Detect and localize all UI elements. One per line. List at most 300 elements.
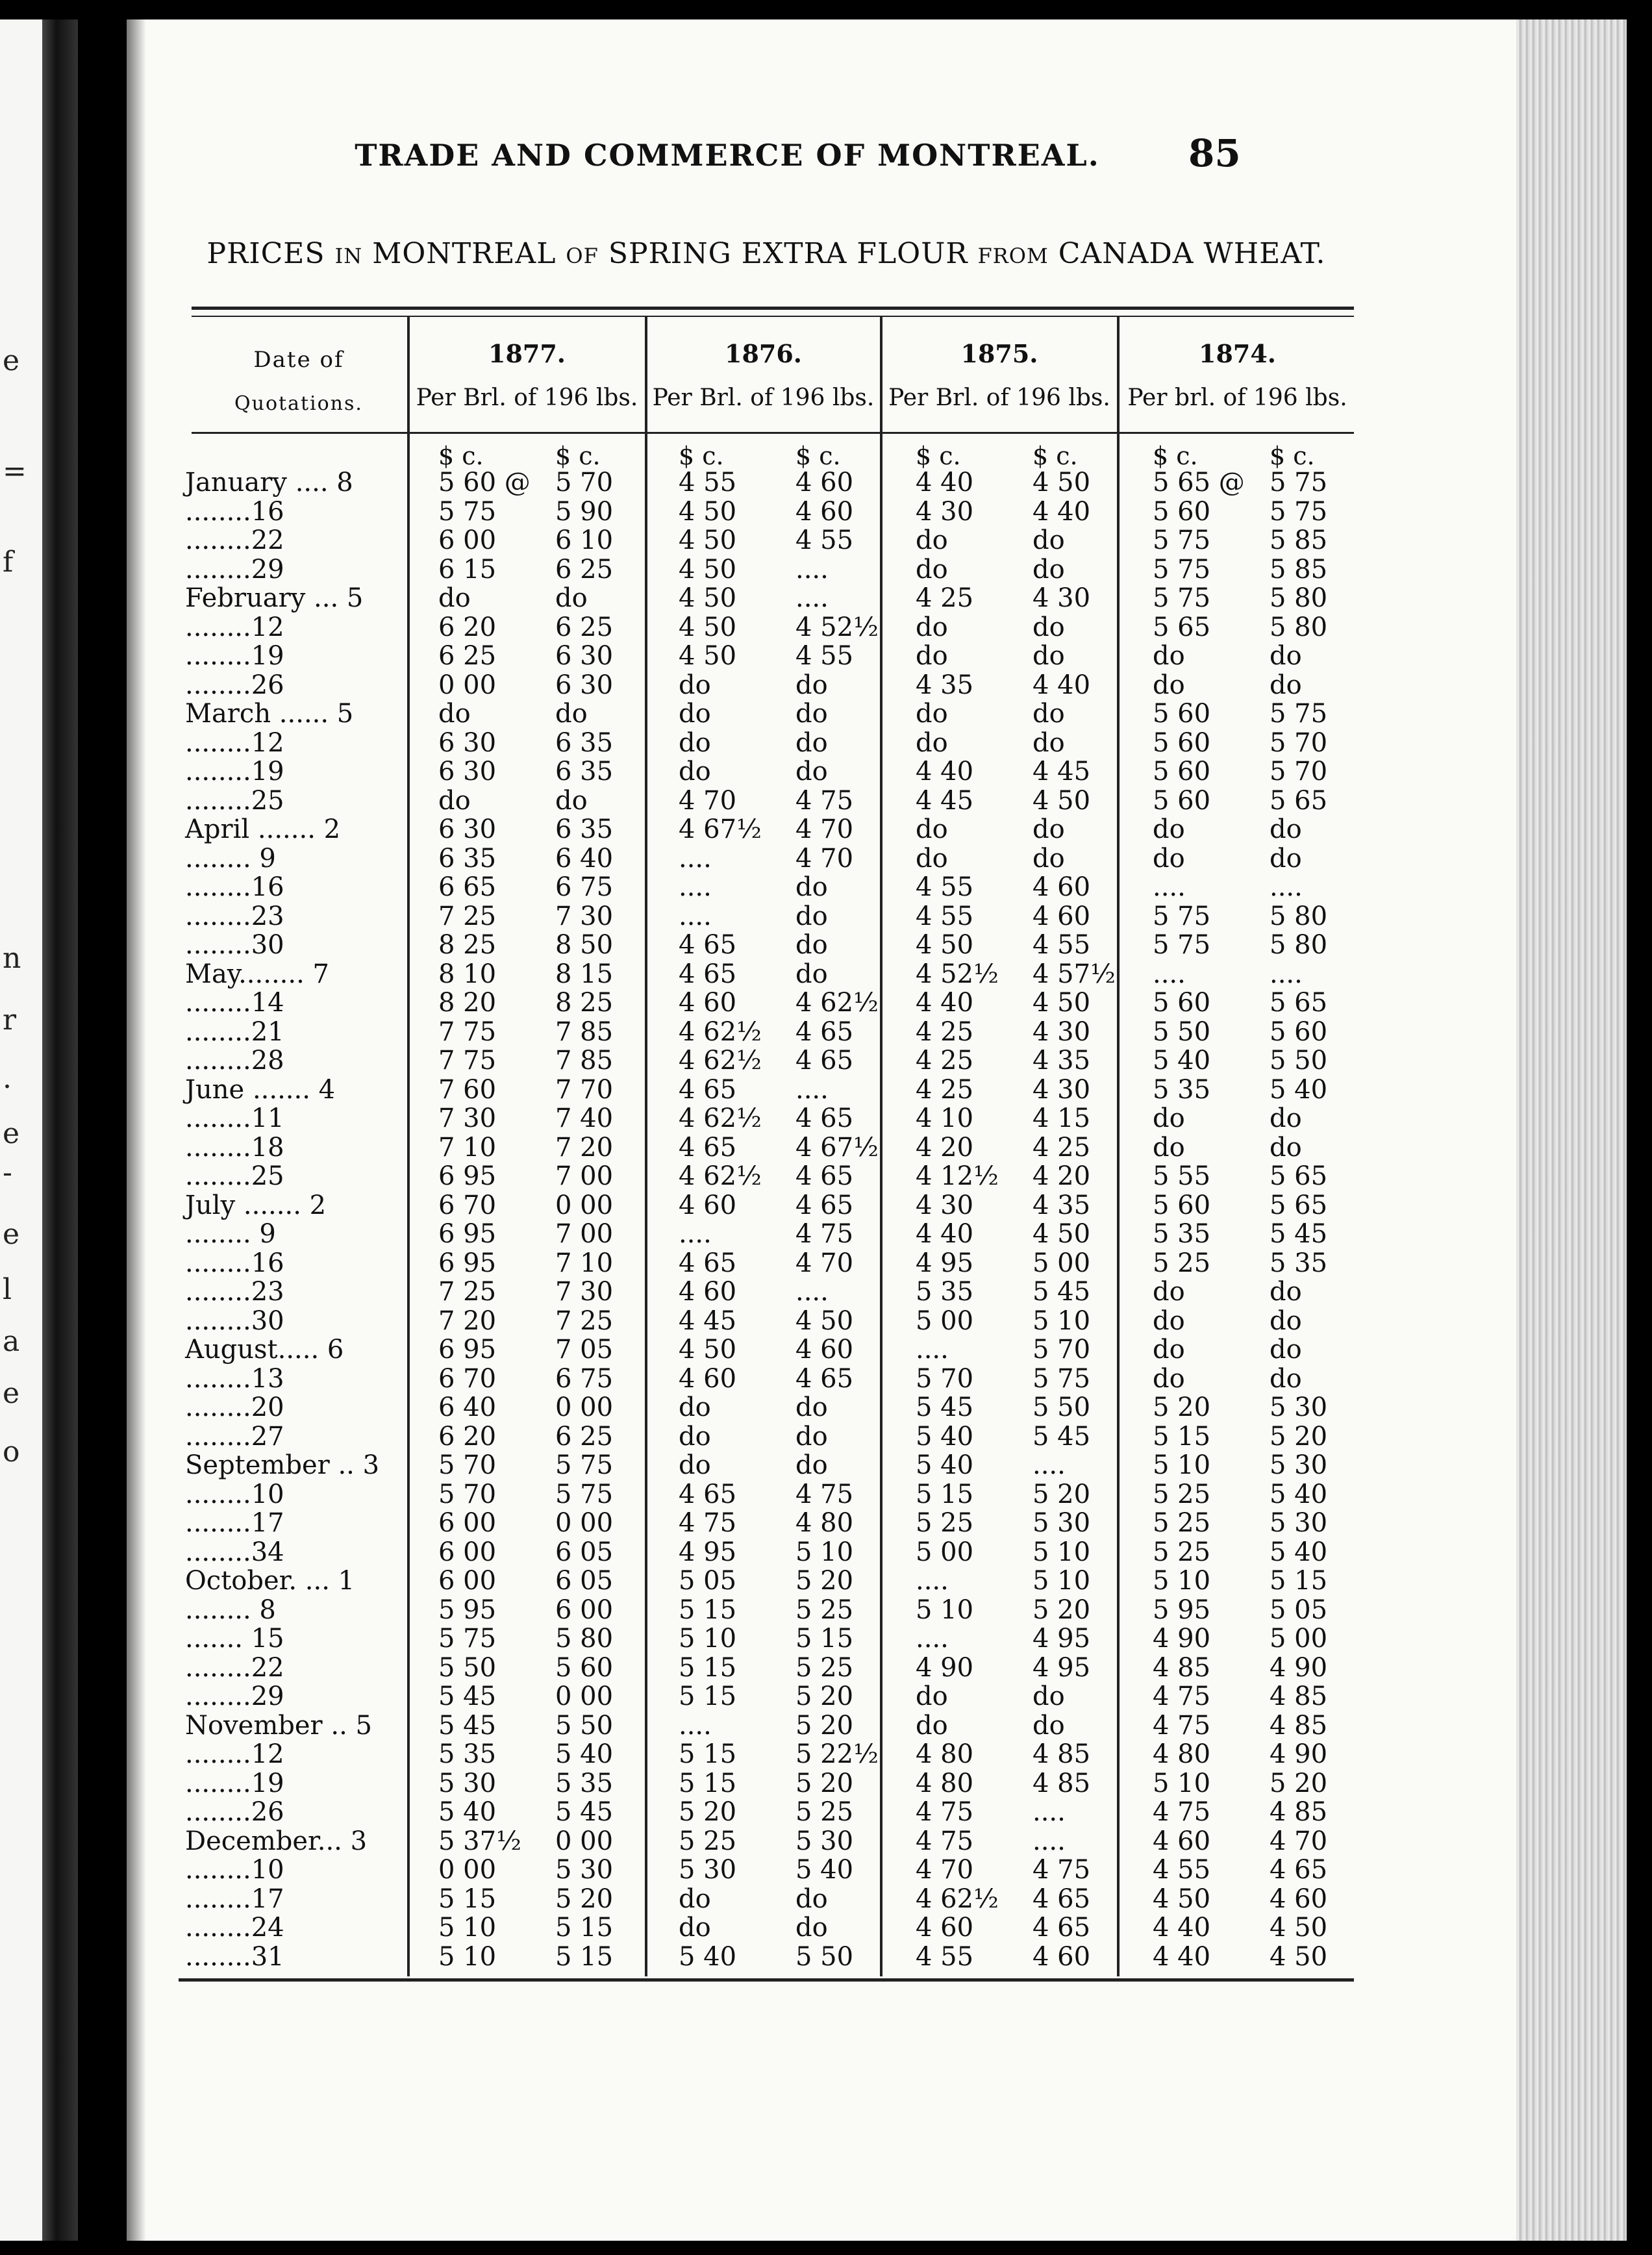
price-cell: 4 60 (1032, 872, 1091, 902)
price-cell: 4 65 (795, 1161, 854, 1191)
currency-label: $ c. (1270, 442, 1315, 470)
price-cell: do (916, 814, 948, 844)
table-row (0, 1392, 1364, 1421)
price-cell: 4 70 (916, 1855, 974, 1885)
price-cell: do (1032, 814, 1065, 844)
price-cell: 5 85 (1270, 525, 1328, 555)
price-cell: 7 40 (555, 1103, 614, 1133)
price-cell: 6 30 (438, 757, 497, 787)
price-cell: do (679, 670, 711, 700)
price-cell: 4 50 (679, 1335, 737, 1365)
price-cell: 4 60 (795, 1335, 854, 1365)
price-cell: 4 25 (916, 583, 974, 613)
price-cell: 4 30 (1032, 583, 1091, 613)
date-cell: December... 3 (185, 1826, 368, 1856)
date-cell: ........16 (185, 496, 284, 527)
price-cell: 4 12½ (916, 1161, 999, 1191)
price-cell: 5 85 (1270, 554, 1328, 585)
date-cell: ........23 (185, 1277, 284, 1307)
margin-fragment: o (3, 1435, 20, 1468)
table-row (0, 988, 1364, 1016)
date-cell: January .... 8 (185, 468, 353, 498)
price-cell: 5 50 (438, 1652, 497, 1683)
price-cell: 4 55 (916, 872, 974, 902)
margin-fragment: r (3, 1003, 17, 1037)
price-cell: 5 75 (1153, 525, 1211, 555)
header-rule (192, 432, 1354, 434)
date-cell: ........10 (185, 1479, 284, 1509)
price-cell: 4 75 (679, 1508, 737, 1538)
date-cell: May........ 7 (185, 959, 329, 989)
date-cell: ........21 (185, 1016, 284, 1047)
price-cell: 4 45 (916, 785, 974, 816)
price-cell: 4 80 (916, 1768, 974, 1798)
date-cell: ........26 (185, 1797, 284, 1827)
price-cell: 6 25 (438, 641, 497, 671)
table-row (0, 1306, 1364, 1335)
price-cell: 6 75 (555, 1363, 614, 1394)
price-cell: 5 20 (1270, 1421, 1328, 1452)
price-cell: 4 50 (1032, 1219, 1091, 1249)
price-cell: 4 90 (1270, 1652, 1328, 1683)
price-cell: 4 60 (1153, 1826, 1211, 1856)
price-cell: 5 30 (1270, 1508, 1328, 1538)
price-cell: 5 80 (1270, 901, 1328, 931)
price-cell: 4 67½ (795, 1132, 879, 1163)
price-cell: 4 75 (1153, 1682, 1211, 1711)
price-cell: 5 15 (679, 1739, 737, 1769)
table-row (0, 1422, 1364, 1450)
price-cell: 5 65 (1270, 1161, 1328, 1191)
date-cell: ........13 (185, 1363, 284, 1394)
price-cell: 4 75 (1153, 1710, 1211, 1741)
price-cell: 6 40 (438, 1392, 497, 1422)
price-cell: 6 20 (438, 1421, 497, 1452)
price-cell: 5 40 (555, 1739, 614, 1769)
price-cell: 4 65 (679, 1248, 737, 1278)
price-cell: 5 25 (795, 1652, 854, 1683)
price-cell: do (679, 1450, 711, 1480)
date-cell: August..... 6 (185, 1335, 344, 1365)
date-cell: September .. 3 (185, 1450, 380, 1480)
price-cell: 4 67½ (679, 814, 762, 844)
price-cell: 5 30 (1032, 1508, 1091, 1538)
price-cell: do (1270, 670, 1302, 700)
price-cell: .... (795, 1074, 829, 1105)
price-cell: do (795, 1913, 828, 1943)
price-cell: 7 25 (438, 1277, 497, 1307)
price-cell: 4 60 (1032, 901, 1091, 931)
table-row (0, 555, 1364, 583)
price-cell: 5 45 (1032, 1421, 1091, 1452)
date-cell: ........31 (185, 1941, 284, 1972)
table-row (0, 1335, 1364, 1363)
price-cell: 4 75 (916, 1826, 974, 1856)
price-cell: do (1270, 641, 1302, 671)
price-cell: do (1032, 554, 1065, 585)
price-cell: 5 20 (679, 1797, 737, 1827)
price-cell: 0 00 (555, 1508, 614, 1538)
date-cell: ........25 (185, 785, 284, 816)
table-row (0, 1017, 1364, 1046)
price-cell: 5 60 (1153, 988, 1211, 1018)
price-cell: 5 20 (1153, 1392, 1211, 1422)
price-cell: 5 50 (1270, 1046, 1328, 1076)
price-cell: 5 60 (1153, 785, 1211, 816)
margin-fragment: n (3, 942, 21, 975)
price-cell: 4 70 (795, 843, 854, 874)
price-cell: 4 30 (1032, 1074, 1091, 1105)
price-cell: 5 40 (1153, 1046, 1211, 1076)
price-cell: 4 50 (679, 554, 737, 585)
table-row (0, 959, 1364, 988)
price-cell: 4 30 (916, 1190, 974, 1220)
price-cell: 5 35 (555, 1768, 614, 1798)
price-cell: .... (679, 901, 712, 931)
price-cell: 4 55 (679, 468, 737, 498)
price-cell: do (679, 699, 711, 729)
price-cell: do (916, 699, 948, 729)
table-row (0, 1133, 1364, 1161)
price-cell: 4 50 (1032, 468, 1091, 498)
table-row (0, 1537, 1364, 1566)
price-cell: 6 95 (438, 1335, 497, 1365)
price-cell: do (1153, 1363, 1185, 1394)
unit-header: Per Brl. of 196 lbs. (416, 384, 638, 411)
price-cell: 5 75 (438, 1624, 497, 1654)
price-cell: 5 20 (795, 1566, 854, 1596)
price-cell: 5 75 (1153, 583, 1211, 613)
year-header: 1874. (1199, 339, 1276, 368)
margin-fragment: e (3, 1218, 20, 1251)
price-cell: 5 40 (438, 1797, 497, 1827)
currency-label: $ c. (438, 442, 484, 470)
price-cell: 4 40 (916, 468, 974, 498)
page-edges (1516, 19, 1627, 2241)
price-cell: 4 70 (679, 785, 737, 816)
table-row (0, 525, 1364, 554)
price-cell: do (679, 1421, 711, 1452)
price-cell: 5 30 (795, 1826, 854, 1856)
year-header: 1875. (960, 339, 1038, 368)
price-cell: do (795, 757, 828, 787)
price-cell: do (438, 785, 471, 816)
table-row (0, 1103, 1364, 1132)
price-cell: 7 25 (555, 1305, 614, 1336)
table-row (0, 1653, 1364, 1682)
table-row (0, 1826, 1364, 1855)
price-cell: do (795, 670, 828, 700)
price-cell: do (916, 1710, 948, 1741)
price-cell: 5 50 (795, 1941, 854, 1972)
price-cell: 5 15 (795, 1624, 854, 1654)
price-cell: 5 70 (1270, 757, 1328, 787)
price-cell: 5 10 (438, 1941, 497, 1972)
price-cell: do (1032, 699, 1065, 729)
price-cell: 5 35 (438, 1739, 497, 1769)
table-row (0, 1248, 1364, 1277)
margin-fragment: l (3, 1273, 12, 1306)
price-cell: 4 60 (1270, 1883, 1328, 1914)
price-cell: 5 10 (1032, 1537, 1091, 1567)
unit-header: Per brl. of 196 lbs. (1127, 384, 1347, 411)
price-cell: 7 85 (555, 1046, 614, 1076)
price-cell: 7 30 (438, 1103, 497, 1133)
price-cell: do (438, 583, 471, 613)
price-cell: 4 75 (1153, 1797, 1211, 1827)
price-cell: 5 20 (795, 1682, 854, 1711)
price-cell: 4 62½ (795, 988, 879, 1018)
table-row (0, 1913, 1364, 1941)
price-cell: 6 00 (438, 1537, 497, 1567)
date-cell: ........16 (185, 1248, 284, 1278)
price-cell: 7 30 (555, 901, 614, 931)
price-cell: 5 75 (555, 1479, 614, 1509)
price-cell: 4 30 (916, 496, 974, 527)
price-cell: 5 75 (1270, 699, 1328, 729)
price-cell: 4 95 (1032, 1652, 1091, 1683)
price-cell: 5 65 (1153, 612, 1211, 642)
price-cell: 5 15 (916, 1479, 974, 1509)
price-cell: 4 50 (1270, 1913, 1328, 1943)
price-cell: 5 05 (679, 1566, 737, 1596)
price-cell: 5 45 (1270, 1219, 1328, 1249)
price-cell: 4 35 (1032, 1046, 1091, 1076)
price-cell: 5 70 (916, 1363, 974, 1394)
price-cell: 5 30 (1270, 1392, 1328, 1422)
price-cell: do (795, 727, 828, 758)
price-cell: 7 10 (438, 1132, 497, 1163)
price-cell: 6 95 (438, 1161, 497, 1191)
price-cell: 0 00 (555, 1190, 614, 1220)
table-row (0, 1884, 1364, 1913)
price-cell: do (1032, 641, 1065, 671)
date-cell: ........ 8 (185, 1594, 276, 1625)
price-cell: 5 40 (795, 1855, 854, 1885)
price-cell: 4 85 (1153, 1652, 1211, 1683)
price-cell: do (795, 930, 828, 960)
date-cell: ........12 (185, 1739, 284, 1769)
price-cell: 4 25 (916, 1016, 974, 1047)
price-cell: 4 55 (795, 641, 854, 671)
price-cell: 5 75 (438, 496, 497, 527)
price-cell: 5 15 (679, 1594, 737, 1625)
price-cell: 4 40 (1032, 670, 1091, 700)
price-cell: 5 00 (1270, 1624, 1328, 1654)
price-cell: 5 75 (1270, 496, 1328, 527)
date-cell: ........ 9 (185, 1219, 276, 1249)
price-cell: 5 15 (1270, 1566, 1328, 1596)
price-cell: 6 65 (438, 872, 497, 902)
price-cell: .... (795, 554, 829, 585)
price-cell: 4 70 (1270, 1826, 1328, 1856)
price-cell: 5 35 (1153, 1074, 1211, 1105)
price-cell: do (795, 872, 828, 902)
price-cell: 4 20 (916, 1132, 974, 1163)
date-cell: ........19 (185, 641, 284, 671)
price-cell: 5 80 (1270, 583, 1328, 613)
price-cell: do (1153, 1103, 1185, 1133)
price-cell: 4 95 (1032, 1624, 1091, 1654)
price-cell: 4 65 (679, 1479, 737, 1509)
margin-fragment: e (3, 1377, 20, 1410)
price-cell: .... (1153, 959, 1186, 989)
table-bottom-rule (179, 1978, 1354, 1982)
price-cell: 5 00 (1032, 1248, 1091, 1278)
price-cell: do (679, 727, 711, 758)
price-cell: 4 25 (916, 1046, 974, 1076)
date-cell: July ....... 2 (185, 1190, 327, 1220)
date-cell: ........12 (185, 727, 284, 758)
table-row (0, 1161, 1364, 1190)
price-cell: 7 85 (555, 1016, 614, 1047)
price-cell: 4 30 (1032, 1016, 1091, 1047)
table-row (0, 1624, 1364, 1652)
margin-fragment: a (3, 1325, 20, 1358)
price-cell: 5 10 (679, 1624, 737, 1654)
price-cell: 4 55 (795, 525, 854, 555)
price-cell: 4 85 (1270, 1710, 1328, 1741)
price-cell: 4 40 (1032, 496, 1091, 527)
price-cell: 5 45 (916, 1392, 974, 1422)
price-cell: do (795, 959, 828, 989)
price-cell: do (916, 554, 948, 585)
price-cell: 7 20 (555, 1132, 614, 1163)
price-cell: 5 70 (1032, 1335, 1091, 1365)
price-cell: 4 60 (679, 1190, 737, 1220)
price-cell: 5 75 (1153, 554, 1211, 585)
price-cell: 5 15 (555, 1913, 614, 1943)
table-row (0, 1277, 1364, 1305)
price-cell: 4 40 (1153, 1941, 1211, 1972)
price-cell: 4 60 (1032, 1941, 1091, 1972)
price-cell: do (916, 612, 948, 642)
price-cell: 4 60 (795, 496, 854, 527)
price-cell: do (1153, 641, 1185, 671)
price-cell: 6 35 (555, 814, 614, 844)
price-cell: do (795, 1883, 828, 1914)
price-cell: 5 10 (1153, 1768, 1211, 1798)
table-row (0, 872, 1364, 901)
price-cell: 5 90 (555, 496, 614, 527)
price-cell: 4 62½ (679, 1161, 762, 1191)
price-cell: 4 15 (1032, 1103, 1091, 1133)
price-cell: 0 00 (555, 1392, 614, 1422)
date-cell: ........22 (185, 525, 284, 555)
price-cell: 4 85 (1270, 1797, 1328, 1827)
price-cell: 5 20 (555, 1883, 614, 1914)
price-cell: do (679, 757, 711, 787)
price-cell: 5 37½ (438, 1826, 521, 1856)
price-cell: 6 35 (555, 757, 614, 787)
price-cell: 5 75 (1153, 901, 1211, 931)
price-cell: 7 30 (555, 1277, 614, 1307)
price-cell: 4 95 (679, 1537, 737, 1567)
price-cell: 4 35 (1032, 1190, 1091, 1220)
price-cell: do (1270, 1132, 1302, 1163)
price-cell: 4 50 (679, 612, 737, 642)
currency-label: $ c. (916, 442, 961, 470)
unit-header: Per Brl. of 196 lbs. (652, 384, 875, 411)
year-header: 1876. (725, 339, 802, 368)
price-cell: do (1153, 1277, 1185, 1307)
table-row (0, 1566, 1364, 1594)
currency-label: $ c. (1032, 442, 1078, 470)
price-cell: 4 90 (916, 1652, 974, 1683)
price-cell: do (1153, 814, 1185, 844)
price-cell: 5 70 (438, 1479, 497, 1509)
price-cell: 4 40 (916, 757, 974, 787)
date-cell: ........34 (185, 1537, 284, 1567)
table-row (0, 844, 1364, 872)
date-cell: February ... 5 (185, 583, 364, 613)
price-cell: 5 25 (795, 1594, 854, 1625)
price-cell: do (679, 1913, 711, 1943)
price-cell: 6 30 (555, 641, 614, 671)
date-cell: ........19 (185, 1768, 284, 1798)
price-cell: 4 50 (679, 641, 737, 671)
date-cell: ........12 (185, 612, 284, 642)
price-cell: 7 75 (438, 1016, 497, 1047)
price-cell: 5 75 (1270, 468, 1328, 498)
price-cell: 0 00 (438, 1855, 497, 1885)
price-cell: 4 50 (679, 525, 737, 555)
date-cell: March ...... 5 (185, 699, 354, 729)
price-cell: 4 52½ (795, 612, 879, 642)
price-cell: 5 20 (795, 1768, 854, 1798)
price-cell: 5 60 (1153, 727, 1211, 758)
price-cell: 4 60 (679, 1277, 737, 1307)
table-row (0, 1711, 1364, 1739)
price-cell: 8 25 (438, 930, 497, 960)
price-cell: 4 62½ (679, 1103, 762, 1133)
table-row (0, 497, 1364, 525)
price-cell: 4 85 (1270, 1682, 1328, 1711)
price-cell: 5 45 (1032, 1277, 1091, 1307)
table-row (0, 670, 1364, 699)
table-row (0, 1450, 1364, 1479)
table-row (0, 583, 1364, 612)
price-cell: 4 65 (679, 1074, 737, 1105)
price-cell: 6 35 (555, 727, 614, 758)
price-cell: 5 25 (1153, 1248, 1211, 1278)
date-cell: ........10 (185, 1855, 284, 1885)
price-cell: 5 40 (1270, 1537, 1328, 1567)
date-cell: ........25 (185, 1161, 284, 1191)
price-cell: 4 45 (1032, 757, 1091, 787)
price-cell: do (679, 1883, 711, 1914)
date-cell: ........24 (185, 1913, 284, 1943)
table-row (0, 612, 1364, 641)
price-cell: do (795, 1450, 828, 1480)
date-cell: ........28 (185, 1046, 284, 1076)
price-cell: 6 40 (555, 843, 614, 874)
price-cell: 5 15 (1153, 1421, 1211, 1452)
price-cell: 5 70 (555, 468, 614, 498)
date-cell: ........29 (185, 554, 284, 585)
price-cell: do (1270, 1103, 1302, 1133)
price-cell: .... (1032, 1450, 1066, 1480)
date-cell: ........ 9 (185, 843, 276, 874)
price-cell: 5 25 (1153, 1479, 1211, 1509)
price-cell: 4 40 (1153, 1913, 1211, 1943)
price-cell: 5 80 (1270, 930, 1328, 960)
margin-fragment: = (3, 455, 27, 488)
table-row (0, 1942, 1364, 1971)
table-top-rule-2 (192, 316, 1354, 317)
price-cell: do (795, 1421, 828, 1452)
price-cell: 7 10 (555, 1248, 614, 1278)
